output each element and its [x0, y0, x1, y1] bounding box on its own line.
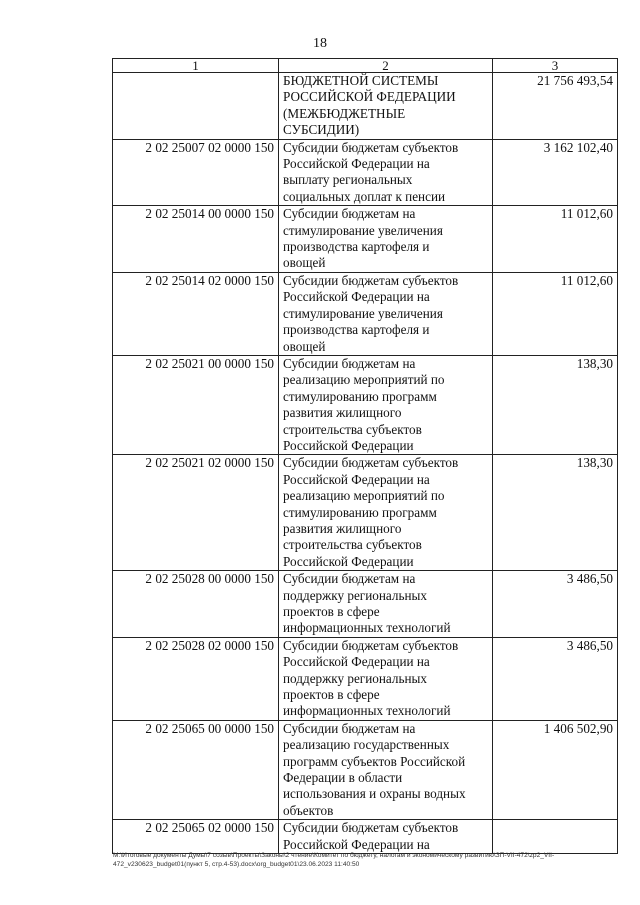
description-line: Субсидии бюджетам субъектов [283, 139, 459, 155]
description-line: СУБСИДИИ) [283, 122, 360, 138]
budget-code-cell: 2 02 25014 00 0000 150 [113, 206, 279, 273]
description-cell [279, 455, 493, 571]
table-row [113, 73, 618, 140]
description-line: развития жилищного [283, 405, 402, 421]
table-row [113, 206, 618, 273]
description-line: Российской Федерации на [283, 289, 430, 305]
description-line: Российской Федерации на [283, 156, 430, 172]
description-line: Субсидии бюджетам на [283, 206, 416, 222]
amount-cell: 21 756 493,54 [493, 73, 618, 140]
description-line: БЮДЖЕТНОЙ СИСТЕМЫ [283, 73, 439, 88]
description-cell [279, 637, 493, 720]
table-row [113, 272, 618, 355]
column-header-1: 1 [113, 59, 279, 73]
description-line: Российской Федерации на [283, 836, 430, 852]
budget-code-cell: 2 02 25065 02 0000 150 [113, 820, 279, 854]
description-cell [279, 820, 493, 854]
description-cell [279, 720, 493, 819]
description-line: информационных технологий [283, 703, 451, 719]
description-line: Российской Федерации на [283, 654, 430, 670]
description-line: Субсидии бюджетам субъектов [283, 637, 459, 653]
file-path-footer: M:\Итоговые документы Думы\7 созыв\Проекты\Законы\2 чтение\Комитет по бюджету, налогам и экономическому развитию\ЗП-VII-472\zp2_VII-472_v230623_budget01(пункт 5, стр.4-53).docx\org_budget01\23.06.2023 11:40:50 [113, 852, 555, 868]
description-cell [279, 571, 493, 638]
description-line: Субсидии бюджетам субъектов [283, 820, 459, 836]
description-line: Федерации в области [283, 770, 403, 786]
amount-cell: 138,30 [493, 455, 618, 571]
description-line: стимулированию программ [283, 388, 437, 404]
description-line: РОССИЙСКОЙ ФЕДЕРАЦИИ [283, 89, 456, 105]
description-line: стимулированию программ [283, 504, 437, 520]
description-line: Субсидии бюджетам субъектов [283, 455, 459, 471]
budget-code-cell: 2 02 25014 02 0000 150 [113, 272, 279, 355]
description-cell [279, 73, 493, 140]
description-line: Субсидии бюджетам на [283, 720, 416, 736]
amount-cell: 11 012,60 [493, 272, 618, 355]
table-row [113, 455, 618, 571]
description-line: проектов в сфере [283, 604, 380, 619]
description-line: стимулирование увеличения [283, 222, 443, 238]
budget-code-cell: 2 02 25021 02 0000 150 [113, 455, 279, 571]
description-line: реализацию мероприятий по [283, 372, 445, 388]
description-line: овощей [283, 255, 326, 271]
table-row [113, 571, 618, 638]
description-line: выплату региональных [283, 172, 413, 188]
description-line: строительства субъектов [283, 537, 422, 553]
description-line: программ субъектов Российской [283, 753, 466, 769]
description-cell [279, 355, 493, 454]
amount-cell: 3 486,50 [493, 637, 618, 720]
description-line: поддержку региональных [283, 587, 427, 603]
description-line: Субсидии бюджетам субъектов [283, 272, 459, 288]
description-line: социальных доплат к пенсии [283, 188, 446, 204]
budget-code-cell: 2 02 25021 00 0000 150 [113, 355, 279, 454]
description-line: Субсидии бюджетам на [283, 571, 416, 587]
table-row [113, 637, 618, 720]
description-line: объектов [283, 802, 334, 818]
table-row [113, 720, 618, 819]
description-line: реализацию мероприятий по [283, 488, 445, 504]
table-row [113, 355, 618, 454]
description-line: стимулирование увеличения [283, 305, 443, 321]
description-line: проектов в сфере [283, 687, 380, 703]
description-line: реализацию государственных [283, 737, 450, 753]
description-line: Субсидии бюджетам на [283, 355, 416, 371]
table-header-row [113, 59, 618, 73]
budget-code-cell: 2 02 25028 02 0000 150 [113, 637, 279, 720]
budget-code-cell: 2 02 25065 00 0000 150 [113, 720, 279, 819]
description-cell [279, 206, 493, 273]
description-line: овощей [283, 338, 326, 354]
table-row [113, 139, 618, 206]
amount-cell: 138,30 [493, 355, 618, 454]
budget-code-cell [113, 73, 279, 140]
page-number: 18 [313, 36, 327, 51]
amount-cell: 1 406 502,90 [493, 720, 618, 819]
description-line: использования и охраны водных [283, 786, 466, 802]
description-line: строительства субъектов [283, 421, 422, 437]
description-line: производства картофеля и [283, 322, 430, 338]
table-row [113, 820, 618, 854]
description-line: Российской Федерации на [283, 471, 430, 487]
description-line: Российской Федерации [283, 553, 414, 569]
budget-code-cell: 2 02 25007 02 0000 150 [113, 139, 279, 206]
amount-cell [493, 820, 618, 854]
description-line: поддержку региональных [283, 670, 427, 686]
description-line: (МЕЖБЮДЖЕТНЫЕ [283, 105, 406, 121]
description-cell [279, 272, 493, 355]
amount-cell: 3 486,50 [493, 571, 618, 638]
budget-code-cell: 2 02 25028 00 0000 150 [113, 571, 279, 638]
amount-cell: 11 012,60 [493, 206, 618, 273]
description-line: информационных технологий [283, 620, 451, 636]
description-line: Российской Федерации [283, 437, 414, 453]
description-cell [279, 139, 493, 206]
description-line: производства картофеля и [283, 239, 430, 255]
budget-table [112, 58, 618, 854]
column-header-3: 3 [493, 59, 618, 73]
description-line: развития жилищного [283, 520, 402, 536]
column-header-2: 2 [279, 59, 493, 73]
amount-cell: 3 162 102,40 [493, 139, 618, 206]
